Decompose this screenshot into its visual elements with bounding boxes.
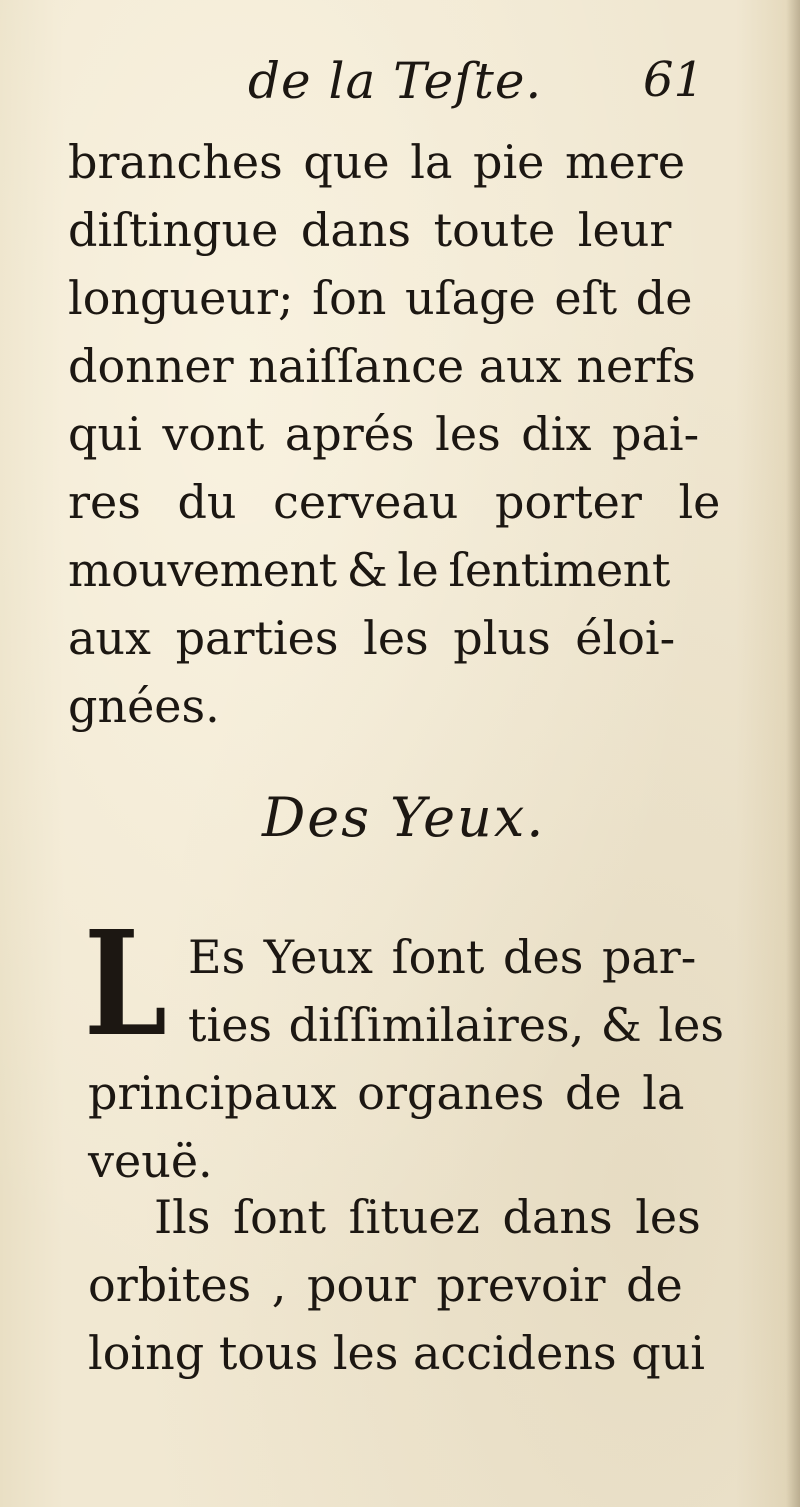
text-line: orbites , pour prevoir de — [88, 1258, 683, 1312]
page-edge-shadow — [786, 0, 800, 1507]
text-line: longueur; ſon uſage eſt de — [68, 271, 693, 325]
text-line: donner naiſſance aux nerfs — [68, 339, 696, 393]
section-heading: Des Yeux. — [262, 786, 546, 849]
drop-cap: L — [84, 899, 168, 1068]
text-line: mouvement & le ſentiment — [68, 543, 670, 597]
text-line: ties diſſimilaires, & les — [188, 998, 724, 1052]
text-line: Es Yeux ſont des par- — [188, 930, 697, 984]
text-line: branches que la pie mere — [68, 135, 686, 189]
page-number: 61 — [643, 52, 705, 108]
text-line: principaux organes de la — [88, 1066, 685, 1120]
text-line: gnées. — [68, 679, 220, 733]
text-line: aux parties les plus éloi- — [68, 611, 676, 665]
text-line: loing tous les accidens qui — [88, 1326, 705, 1380]
text-line: res du cerveau porter le — [68, 475, 721, 529]
text-line: veuë. — [88, 1134, 213, 1188]
text-line: qui vont aprés les dix pai- — [68, 407, 700, 461]
text-line: diſtingue dans toute leur — [68, 203, 672, 257]
running-head — [0, 52, 800, 122]
text-line: Ils ſont ſituez dans les — [154, 1190, 701, 1244]
running-title: de la Teſte. — [248, 52, 543, 110]
